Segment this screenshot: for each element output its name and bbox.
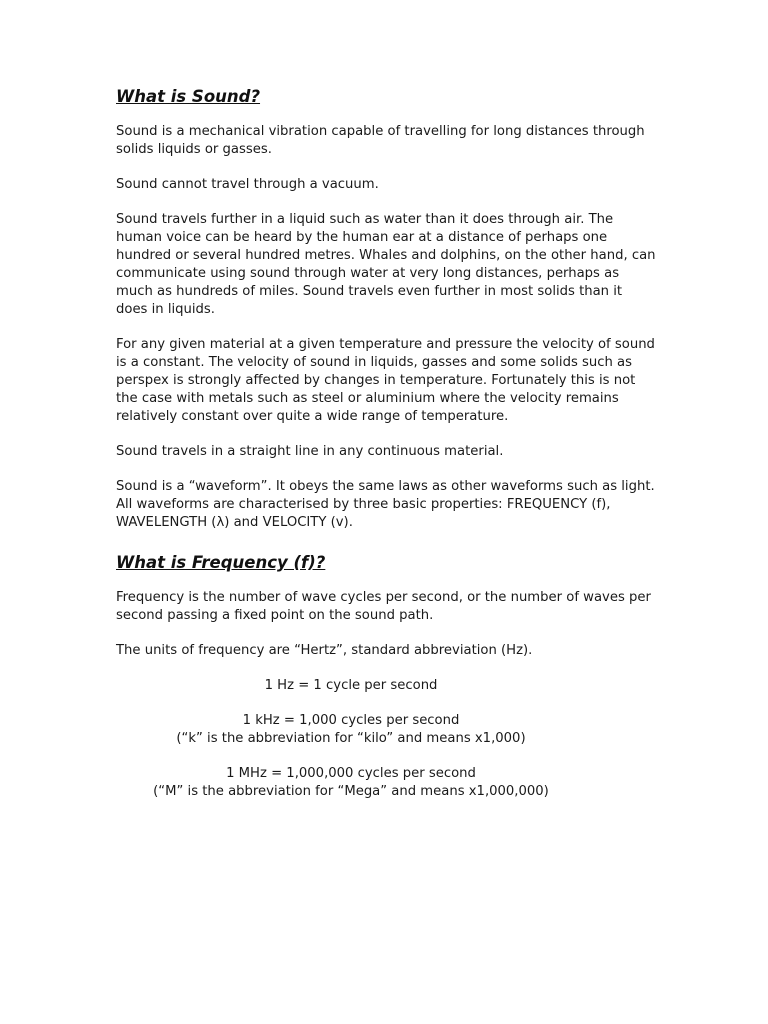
definition-mhz-text: 1 MHz = 1,000,000 cycles per second xyxy=(226,766,476,781)
paragraph-vacuum: Sound cannot travel through a vacuum. xyxy=(116,177,379,192)
paragraph-velocity: For any given material at a given temperature and pressure the velocity of sound is a constant. The velocity of sound in liquids, gasses and some solids such as perspex is strongly affected by changes in temperature. Fortunately this is not the case with metals such as steel or aluminium where the velocity remains relatively constant over quite a wide range of temperature. xyxy=(116,337,655,424)
definition-hz xyxy=(116,677,586,695)
paragraph-waveform: Sound is a “waveform”. It obeys the same laws as other waveforms such as light. All waveforms are characterised by three basic properties: FREQUENCY (f), WAVELENGTH (λ) and VELOCITY (v). xyxy=(116,479,655,530)
definition-khz xyxy=(116,712,586,748)
paragraph-hertz-units: The units of frequency are “Hertz”, standard abbreviation (Hz). xyxy=(116,643,533,658)
paragraph-straight-line: Sound travels in a straight line in any continuous material. xyxy=(116,444,504,459)
paragraph-frequency-definition: Frequency is the number of wave cycles per second, or the number of waves per second passing a fixed point on the sound path. xyxy=(116,590,651,623)
paragraph-travel-distance: Sound travels further in a liquid such as water than it does through air. The human voice can be heard by the human ear at a distance of perhaps one hundred or several hundred metres. Whales and dolphins, on the other hand, can communicate using sound through water at very long distances, perhaps as much as hundreds of miles. Sound travels even further in most solids than it does in liquids. xyxy=(116,212,656,317)
frequency-definitions xyxy=(116,677,586,801)
document-page xyxy=(116,86,656,818)
heading-what-is-frequency: What is Frequency (f)? xyxy=(116,553,326,572)
paragraph-sound-definition: Sound is a mechanical vibration capable of travelling for long distances through solids liquids or gasses. xyxy=(116,124,645,157)
definition-hz-text: 1 Hz = 1 cycle per second xyxy=(264,678,438,693)
definition-khz-note: (“k” is the abbreviation for “kilo” and means x1,000) xyxy=(176,731,526,746)
definition-khz-text: 1 kHz = 1,000 cycles per second xyxy=(242,713,460,728)
definition-mhz xyxy=(116,765,586,801)
definition-mhz-note: (“M” is the abbreviation for “Mega” and means x1,000,000) xyxy=(153,784,549,799)
heading-what-is-sound: What is Sound? xyxy=(116,87,261,106)
